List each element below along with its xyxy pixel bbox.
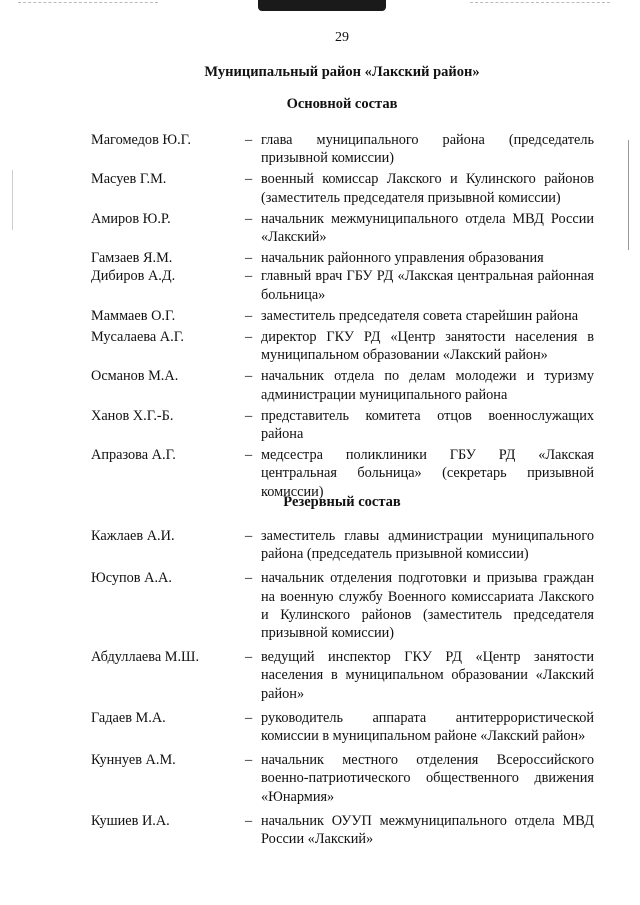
member-name: Абдуллаева М.Ш. <box>91 649 200 666</box>
member-name: Куннуев А.М. <box>91 752 176 769</box>
page-title: Муниципальный район «Лакский район» <box>204 64 480 80</box>
reserve-member-list <box>0 527 640 848</box>
member-row <box>0 407 640 443</box>
dash: – <box>245 329 253 346</box>
dash: – <box>245 447 253 464</box>
scan-noise-right <box>470 2 610 4</box>
member-row <box>0 131 640 167</box>
member-name: Дибиров А.Д. <box>91 268 176 285</box>
member-role: руководитель аппарата антитеррористической комиссии в муниципальном районе «Лакский район» <box>261 709 594 745</box>
member-row <box>0 307 640 325</box>
scan-artifact <box>258 0 386 11</box>
member-role: представитель комитета отцов военнослужащих района <box>261 407 594 443</box>
dash: – <box>245 307 253 324</box>
dash: – <box>245 812 253 829</box>
member-row <box>0 249 640 267</box>
member-name: Юсупов А.А. <box>91 570 172 587</box>
member-row <box>0 569 640 642</box>
dash: – <box>245 250 253 267</box>
member-role: начальник местного отделения Всероссийского военно-патриотического общественного движения «Юнармия» <box>261 752 594 805</box>
section-heading-reserve: Резервный состав <box>283 494 401 510</box>
member-role: военный комиссар Лакского и Кулинского районов (заместитель председателя призывной комиссии) <box>261 171 594 206</box>
dash: – <box>245 752 253 769</box>
member-name: Маммаев О.Г. <box>91 307 176 324</box>
member-name: Апразова А.Г. <box>91 447 176 464</box>
member-row <box>0 527 640 563</box>
member-row <box>0 170 640 206</box>
dash: – <box>245 407 253 424</box>
dash: – <box>245 132 253 148</box>
dash: – <box>245 171 253 188</box>
dash: – <box>245 709 253 726</box>
member-role: начальник районного управления образования <box>261 250 544 267</box>
member-role: заместитель председателя совета старейшин района <box>261 307 579 324</box>
member-row <box>0 751 640 806</box>
member-role: медсестра поликлиники ГБУ РД «Лакская центральная больница» (секретарь призывной комиссии) <box>261 447 594 500</box>
member-role: ведущий инспектор ГКУ РД «Центр занятости населения в муниципальном образовании «Лакский район» <box>261 649 594 702</box>
member-row <box>0 446 640 501</box>
dash: – <box>245 528 253 544</box>
member-role: глава муниципального района (председатель призывной комиссии) <box>261 132 594 167</box>
member-row <box>0 210 640 246</box>
page-number: 29 <box>335 30 349 45</box>
member-name: Кажлаев А.И. <box>91 528 175 544</box>
member-name: Магомедов Ю.Г. <box>91 132 191 148</box>
member-name: Ханов Х.Г.-Б. <box>91 407 174 424</box>
member-name: Гадаев М.А. <box>91 709 166 726</box>
member-name: Мусалаева А.Г. <box>91 329 184 346</box>
member-row <box>0 367 640 403</box>
member-role: начальник ОУУП межмуниципального отдела МВД России «Лакский» <box>261 812 594 848</box>
member-row <box>0 648 640 703</box>
member-role: начальник межмуниципального отдела МВД России «Лакский» <box>261 210 594 246</box>
member-role: главный врач ГБУ РД «Лакская центральная районная больница» <box>261 268 594 303</box>
member-name: Османов М.А. <box>91 368 179 385</box>
member-role: директор ГКУ РД «Центр занятости населения в муниципальном образовании «Лакский район» <box>261 329 594 364</box>
section-heading-main: Основной состав <box>286 96 398 112</box>
member-row <box>0 328 640 364</box>
dash: – <box>245 210 253 227</box>
member-row <box>0 812 640 848</box>
member-name: Амиров Ю.Р. <box>91 210 171 227</box>
dash: – <box>245 649 253 666</box>
main-member-list <box>0 131 640 501</box>
member-role: начальник отдела по делам молодежи и туризму администрации муниципального района <box>261 368 594 403</box>
member-name: Масуев Г.М. <box>91 171 167 188</box>
scan-noise-left <box>18 2 158 4</box>
dash: – <box>245 570 253 587</box>
member-name: Кушиев И.А. <box>91 812 170 829</box>
member-role: начальник отделения подготовки и призыва граждан на военную службу Военного комиссариата Лакского и Кулинского районов (заместитель председателя призывной комиссии) <box>261 570 594 642</box>
member-name: Гамзаев Я.М. <box>91 250 173 267</box>
member-role: заместитель главы администрации муниципального района (председатель призывной комиссии) <box>261 528 594 563</box>
member-row <box>0 709 640 745</box>
member-row <box>0 267 640 303</box>
dash: – <box>245 268 253 285</box>
dash: – <box>245 368 253 385</box>
